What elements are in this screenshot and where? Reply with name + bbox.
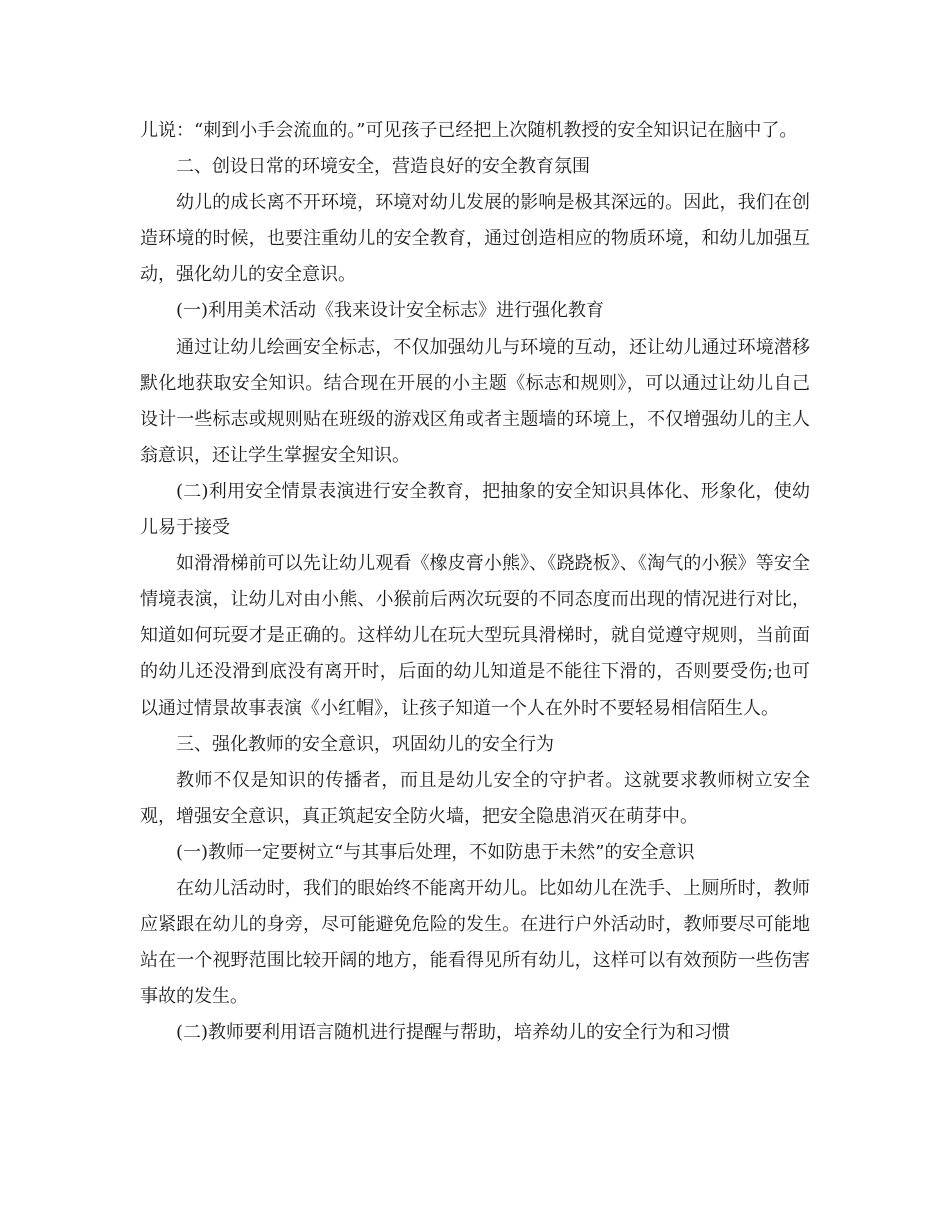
paragraph-continuation: 儿说：“刺到小手会流血的。”可见孩子已经把上次随机教授的安全知识记在脑中了。 [140,120,798,141]
section-heading-3: 三、强化教师的安全意识，巩固幼儿的安全行为 [176,733,554,755]
section-heading-2: 二、创设日常的环境安全，营造良好的安全教育氛围 [176,156,590,178]
subheading-role-play: (二)利用安全情景表演进行安全教育，把抽象的安全知识具体化、形象化，使幼儿易于接受 [140,480,810,539]
subheading-art-activity: (一)利用美术活动《我来设计安全标志》进行强化教育 [176,300,605,322]
subheading-prevention: (一)教师一定要树立“与其事后处理，不如防患于未然”的安全意识 [176,841,695,863]
subheading-language-reminder: (二)教师要利用语言随机进行提醒与帮助，培养幼儿的安全行为和习惯 [176,1022,731,1044]
paragraph-supervision: 在幼儿活动时，我们的眼始终不能离开幼儿。比如幼儿在洗手、上厕所时，教师应紧跟在幼儿的身旁，尽可能避免危险的发生。在进行户外活动时，教师要尽可能地站在一个视野范围比较开阔的地方，能看得见所有幼儿，这样可以有效预防一些伤害事故的发生。 [140,877,810,1008]
paragraph-teacher-role: 教师不仅是知识的传播者，而且是幼儿安全的守护者。这就要求教师树立安全观，增强安全意识，真正筑起安全防火墙，把安全隐患消灭在萌芽中。 [140,769,810,827]
paragraph-slide-example: 如滑滑梯前可以先让幼儿观看《橡皮膏小熊》、《跷跷板》、《淘气的小猴》等安全情境表演，让幼儿对由小熊、小猴前后两次玩耍的不同态度而出现的情况进行对比，知道如何玩耍才是正确的。这样幼儿在玩大型玩具滑梯时，就自觉遵守规则，当前面的幼儿还没滑到底没有离开时，后面的幼儿知道是不能往下滑的，否则要受伤;也可以通过情景故事表演《小红帽》，让孩子知道一个人在外时不要轻易相信陌生人。 [140,553,810,719]
document-body [140,113,810,1051]
paragraph-safety-signs: 通过让幼儿绘画安全标志，不仅加强幼儿与环境的互动，还让幼儿通过环境潜移默化地获取安全知识。结合现在开展的小主题《标志和规则》，可以通过让幼儿自己设计一些标志或规则贴在班级的游戏区角或者主题墙的环境上，不仅增强幼儿的主人翁意识，还让学生掌握安全知识。 [140,336,810,466]
paragraph-environment: 幼儿的成长离不开环境，环境对幼儿发展的影响是极其深远的。因此，我们在创造环境的时候，也要注重幼儿的安全教育，通过创造相应的物质环境，和幼儿加强互动，强化幼儿的安全意识。 [140,192,810,286]
